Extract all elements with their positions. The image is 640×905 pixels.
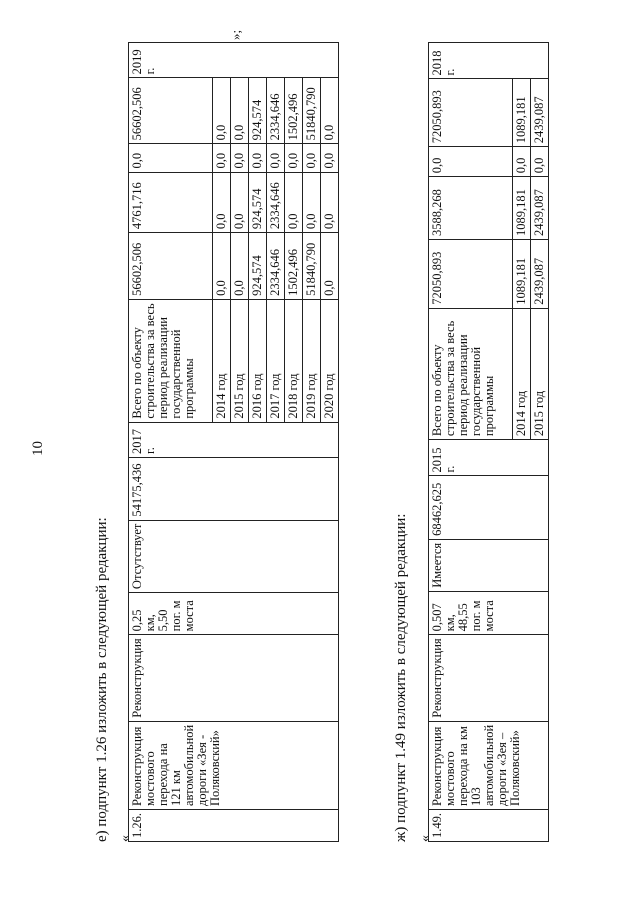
value-cell: 924,574 — [249, 233, 267, 300]
capacity: 0,25 км, 5,50 пог. м моста — [129, 593, 339, 635]
open-quote: « — [118, 835, 133, 842]
row-number: 1.26. — [129, 810, 339, 842]
value-cell: 0,0 — [531, 147, 549, 177]
value-cell: 3588,268 — [429, 177, 513, 240]
value-cell: 924,574 — [249, 172, 267, 233]
period-label: 2019 год — [303, 299, 321, 422]
value-cell: 0,0 — [129, 144, 213, 172]
table-1-26 — [128, 42, 339, 842]
value-cell: 0,0 — [231, 172, 249, 233]
value-cell: 0,0 — [321, 78, 339, 144]
value-cell: 0,0 — [321, 144, 339, 172]
value-cell: 0,0 — [267, 144, 285, 172]
value-cell: 0,0 — [303, 144, 321, 172]
value-cell: 72050,893 — [429, 79, 513, 147]
period-label: 2015 год — [231, 299, 249, 422]
value-cell: 51840,790 — [303, 78, 321, 144]
project-docs: Имеется — [429, 539, 549, 591]
row-number: 1.49. — [429, 810, 549, 842]
value-cell: 51840,790 — [303, 233, 321, 300]
project-docs: Отсутствует — [129, 520, 339, 592]
period-label: 2015 год — [531, 308, 549, 439]
value-cell: 0,0 — [213, 144, 231, 172]
value-cell: 2439,087 — [531, 177, 549, 240]
value-cell: 2334,646 — [267, 233, 285, 300]
start-year: 2017 г. — [129, 422, 339, 457]
end-year: 2018 г. — [429, 43, 549, 79]
value-cell: 2334,646 — [267, 78, 285, 144]
value-cell: 2439,087 — [531, 79, 549, 147]
object-name: Реконструкция мостового перехода на км 103 автомобильной дороги «Зея – Поляковский» — [429, 721, 549, 809]
table-row — [129, 43, 213, 842]
start-year: 2015 г. — [429, 440, 549, 476]
period-label: 2014 год — [513, 308, 531, 439]
value-cell: 0,0 — [429, 147, 513, 177]
value-cell: 0,0 — [213, 172, 231, 233]
value-cell: 0,0 — [231, 233, 249, 300]
value-cell: 56602,506 — [129, 78, 213, 144]
work-type: Реконструкция — [429, 635, 549, 721]
value-cell: 0,0 — [249, 144, 267, 172]
value-cell: 72050,893 — [429, 239, 513, 308]
capacity: 0,507 км, 48,55 пог. м моста — [429, 591, 549, 635]
table-row — [429, 43, 513, 842]
period-label: 2014 год — [213, 299, 231, 422]
period-label: Всего по объекту строительства за весь период реализации государственной программы — [429, 308, 513, 439]
value-cell: 0,0 — [321, 172, 339, 233]
section-zh-heading: ж) подпункт 1.49 изложить в следующей редакции: — [393, 513, 409, 842]
value-cell: 0,0 — [213, 233, 231, 300]
value-cell: 4761,716 — [129, 172, 213, 233]
open-quote: « — [418, 835, 433, 842]
close-mark: »; — [228, 29, 243, 40]
value-cell: 1502,496 — [285, 233, 303, 300]
period-label: 2018 год — [285, 299, 303, 422]
period-label: 2016 год — [249, 299, 267, 422]
estimated-cost: 68462,625 — [429, 476, 549, 539]
value-cell: 1089,181 — [513, 177, 531, 240]
period-label: 2020 год — [321, 299, 339, 422]
value-cell: 0,0 — [303, 172, 321, 233]
value-cell: 0,0 — [285, 172, 303, 233]
value-cell: 2439,087 — [531, 239, 549, 308]
value-cell: 924,574 — [249, 78, 267, 144]
value-cell: 2334,646 — [267, 172, 285, 233]
value-cell: 1089,181 — [513, 79, 531, 147]
value-cell: 1089,181 — [513, 239, 531, 308]
end-year: 2019 г. — [129, 43, 339, 78]
value-cell: 0,0 — [231, 144, 249, 172]
object-name: Реконструкция мостового перехода на 121 км автомобильной дороги «Зея - Поляковский» — [129, 721, 339, 809]
rotated-content — [0, 22, 546, 882]
period-label: Всего по объекту строительства за весь период реализации государственной программы — [129, 299, 213, 422]
page-number: 10 — [30, 441, 46, 456]
value-cell: 0,0 — [321, 233, 339, 300]
value-cell: 0,0 — [231, 78, 249, 144]
value-cell: 0,0 — [213, 78, 231, 144]
value-cell: 56602,506 — [129, 233, 213, 300]
value-cell: 0,0 — [285, 144, 303, 172]
work-type: Реконструкция — [129, 635, 339, 721]
value-cell: 1502,496 — [285, 78, 303, 144]
estimated-cost: 54175,436 — [129, 458, 339, 521]
period-label: 2017 год — [267, 299, 285, 422]
section-e-heading: е) подпункт 1.26 изложить в следующей редакции: — [94, 517, 110, 842]
value-cell: 0,0 — [513, 147, 531, 177]
table-1-49 — [428, 42, 549, 842]
